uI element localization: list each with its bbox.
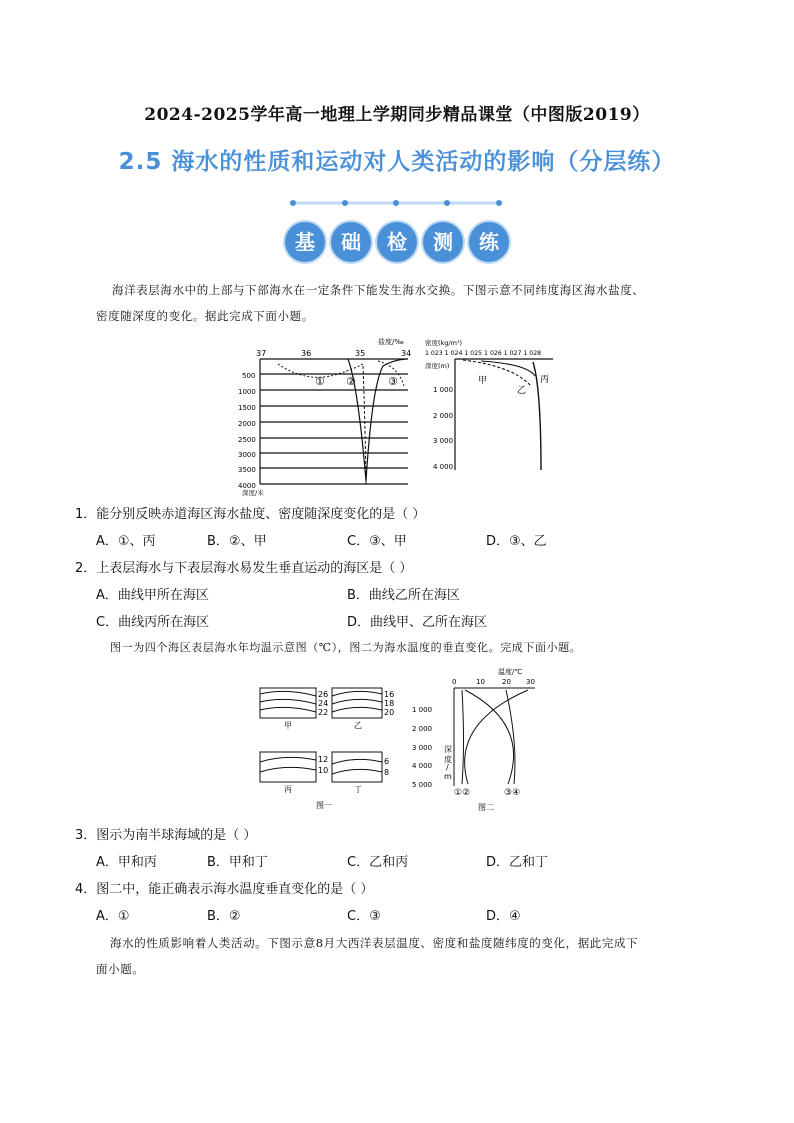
density-ticks: 1 023 1 024 1 025 1 026 1 027 1 028: [425, 350, 542, 357]
salinity-tick: 37: [256, 349, 267, 358]
temp-tick: 30: [526, 678, 535, 686]
series-title: 2024-2025学年高一地理上学期同步精品课堂（中图版2019）: [144, 105, 650, 125]
question-stem: 2．上表层海水与下表层海水易发生垂直运动的海区是（ ）: [75, 561, 413, 576]
density-unit: 密度(kg/m³): [425, 339, 463, 347]
figure-caption: 图一: [316, 801, 332, 810]
depth-tick: 3000: [238, 451, 256, 459]
density-depth-figure: [423, 338, 558, 478]
option-c[interactable]: C．曲线丙所在海区: [96, 615, 210, 630]
isotherm-value: 20: [384, 708, 395, 717]
depth-tick: 5 000: [412, 781, 433, 789]
depth-tick: 2 000: [433, 412, 454, 420]
isotherm-value: 24: [318, 699, 329, 708]
isotherm-value: 12: [318, 755, 329, 764]
depth-tick: 2000: [238, 420, 256, 428]
curve-label: 甲: [478, 376, 488, 386]
option-c[interactable]: C．③: [347, 909, 381, 924]
depth-tick: 2 000: [412, 725, 433, 733]
curve-label: 丙: [540, 375, 550, 385]
option-b[interactable]: B．②、甲: [207, 534, 267, 549]
depth-unit: 深度(m): [425, 362, 450, 370]
salinity-tick: 34: [401, 349, 412, 358]
curve-mark: ②: [346, 375, 356, 388]
passage-line: 海水的性质影响着人类活动。下图示意8月大西洋表层温度、密度和盐度随纬度的变化，据此完成下: [110, 936, 639, 950]
panel-name: 乙: [354, 721, 362, 730]
badge-char: 础: [331, 222, 371, 262]
depth-tick: 3500: [238, 466, 256, 474]
temp-tick: 0: [452, 678, 457, 686]
passage-line: 密度随深度的变化。据此完成下面小题。: [96, 309, 314, 323]
option-d[interactable]: D．④: [486, 909, 521, 924]
salinity-tick: 36: [301, 349, 312, 358]
depth-label: 度: [444, 755, 452, 764]
depth-unit: 深度/米: [242, 489, 264, 496]
sea-temperature-figure: [256, 684, 406, 812]
option-d[interactable]: D．曲线甲、乙所在海区: [347, 615, 488, 630]
title-divider: [290, 197, 502, 209]
badge-char: 基: [285, 222, 325, 262]
salinity-tick: 35: [355, 349, 366, 358]
depth-tick: 4 000: [433, 463, 454, 471]
depth-tick: 3 000: [433, 437, 454, 445]
depth-tick: 4000: [238, 482, 256, 490]
question-stem: 1．能分别反映赤道海区海水盐度、密度随深度变化的是（ ）: [75, 507, 426, 522]
salinity-unit: 盐度/‰: [378, 338, 404, 346]
depth-tick: 500: [242, 372, 256, 380]
depth-tick: 1 000: [412, 706, 433, 714]
isotherm-value: 18: [384, 699, 395, 708]
passage-line: 图一为四个海区表层海水年均温示意图（℃），图二为海水温度的垂直变化。完成下面小题。: [110, 641, 582, 654]
panel-name: 甲: [284, 721, 292, 730]
isotherm-value: 16: [384, 690, 395, 699]
option-b[interactable]: B．甲和丁: [207, 855, 268, 870]
temp-tick: 20: [502, 678, 511, 686]
option-b[interactable]: B．②: [207, 909, 241, 924]
badge-char: 检: [377, 222, 417, 262]
passage-line: 海洋表层海水中的上部与下部海水在一定条件下能发生海水交换。下图示意不同纬度海区海水盐度、: [112, 283, 645, 297]
depth-label: m: [444, 772, 452, 781]
option-c[interactable]: C．③、甲: [347, 534, 407, 549]
depth-tick: 4 000: [412, 762, 433, 770]
option-d[interactable]: D．乙和丁: [486, 855, 549, 870]
depth-label: 深: [444, 745, 452, 754]
option-b[interactable]: B．曲线乙所在海区: [347, 588, 460, 603]
curve-mark: ③: [388, 375, 398, 388]
curve-mark: ③④: [504, 788, 521, 798]
section-badges: [283, 222, 513, 264]
question-stem: 4．图二中，能正确表示海水温度垂直变化的是（ ）: [75, 882, 374, 897]
panel-name: 丁: [354, 785, 362, 794]
question-stem: 3．图示为南半球海域的是（ ）: [75, 828, 257, 843]
passage-line: 面小题。: [96, 962, 145, 976]
depth-tick: 1000: [238, 388, 256, 396]
badge-char: 练: [469, 222, 509, 262]
isotherm-value: 8: [384, 768, 390, 777]
depth-tick: 3 000: [412, 744, 433, 752]
temp-tick: 10: [476, 678, 485, 686]
option-a[interactable]: A．①、丙: [96, 534, 156, 549]
curve-mark: ①: [315, 375, 325, 388]
badge-char: 测: [423, 222, 463, 262]
option-c[interactable]: C．乙和丙: [347, 855, 409, 870]
depth-label: /: [446, 763, 449, 772]
depth-tick: 1500: [238, 404, 256, 412]
depth-tick: 2500: [238, 436, 256, 444]
salinity-depth-figure: [238, 336, 418, 496]
panel-name: 丙: [284, 785, 292, 794]
isotherm-value: 6: [384, 757, 390, 766]
option-a[interactable]: A．甲和丙: [96, 855, 157, 870]
figure-caption: 图二: [478, 803, 494, 812]
temp-unit: 温度/℃: [498, 668, 523, 676]
isotherm-value: 26: [318, 690, 329, 699]
curve-label: 乙: [517, 386, 527, 396]
option-a[interactable]: A．曲线甲所在海区: [96, 588, 209, 603]
temperature-depth-figure: [410, 664, 550, 814]
curve-mark: ①②: [454, 788, 471, 798]
page-title: 2.5 海水的性质和运动对人类活动的影响（分层练）: [118, 149, 676, 175]
option-d[interactable]: D．③、乙: [486, 534, 547, 549]
isotherm-value: 22: [318, 708, 329, 717]
isotherm-value: 10: [318, 766, 329, 775]
depth-tick: 1 000: [433, 386, 454, 394]
option-a[interactable]: A．①: [96, 909, 130, 924]
